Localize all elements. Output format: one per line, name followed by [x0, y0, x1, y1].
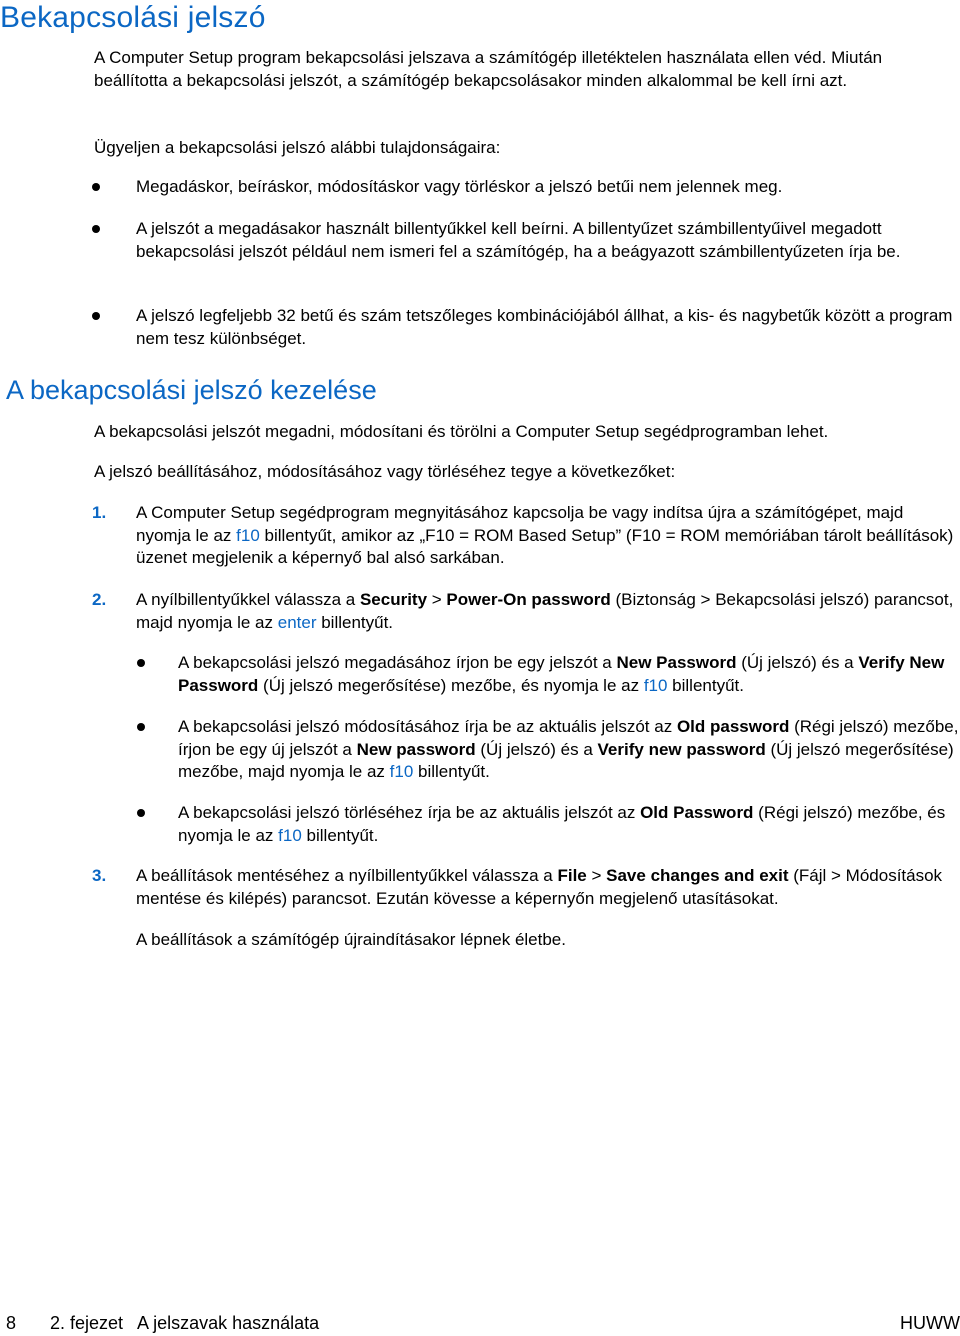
step-note: A beállítások a számítógép újraindításakor lépnek életbe.	[136, 930, 566, 949]
field-name: Verify New Password	[178, 653, 945, 695]
field-name: Verify new password	[597, 739, 766, 759]
bullet-dot	[92, 225, 100, 233]
bullet-item: A jelszó legfeljebb 32 betű és szám tetszőleges kombinációjából állhat, a kis- és nagybetűk között a program nem tesz különbséget.	[136, 306, 953, 348]
text-part: billentyűt.	[413, 762, 490, 781]
step-number: 1.	[92, 503, 107, 522]
text-part: (Új jelszó megerősítése) mezőbe, majd nyomja le az	[178, 739, 954, 781]
step-text-part: >	[427, 590, 447, 609]
text-part: A bekapcsolási jelszó módosításához írja be az aktuális jelszót az	[178, 717, 677, 736]
key-name: f10	[389, 762, 414, 781]
text-part: A bekapcsolási jelszó megadásához írjon be egy jelszót a	[178, 653, 617, 672]
menu-name: Save changes and exit	[606, 866, 789, 885]
bullet-dot	[92, 183, 100, 191]
sub-bullet-item	[178, 716, 960, 784]
sub-bullet-item	[178, 652, 960, 697]
key-name: f10	[278, 825, 302, 845]
text-part: (Régi jelszó) mezőbe, írjon be egy új jelszót a	[178, 717, 959, 759]
step-text-part: A Computer Setup segédprogram megnyitásához kapcsolja be vagy indítsa újra a számítógépet, majd nyomja le az	[136, 503, 904, 545]
field-name: Old Password	[640, 803, 754, 822]
brand-label: HUWW	[900, 1313, 960, 1333]
step-number: 2.	[92, 590, 107, 609]
sub-bullet-dot	[137, 723, 145, 731]
step-text-part: (Fájl > Módosítások mentése és kilépés) parancsot. Ezután kövesse a képernyőn megjelenő utasításokat.	[136, 866, 943, 908]
menu-name: Power-On password	[446, 590, 611, 609]
subsection-title: A bekapcsolási jelszó kezelése	[6, 375, 377, 405]
step-text	[136, 589, 960, 634]
step-text-part: A beállítások mentéséhez a nyílbillentyűkkel válassza a	[136, 866, 558, 885]
intro-paragraph: A Computer Setup program bekapcsolási jelszava a számítógép illetéktelen használata ellen véd. Miután beállította a bekapcsolási jelszót, a számítógép bekapcsolásakor minden alkalommal be kell írni azt.	[94, 48, 883, 90]
menu-name: Security	[359, 590, 428, 609]
bullet-item: A jelszót a megadásakor használt billentyűkkel kell beírni. A billentyűzet számbillentyűivel megadott bekapcsolási jelszót például nem ismeri fel a számítógép, ha a beágyazott számbillentyűzeten írja be.	[136, 219, 901, 261]
section-title: Bekapcsolási jelszó	[0, 1, 266, 34]
text-part: (Új jelszó) és a	[475, 739, 598, 759]
sub-bullet-dot	[137, 659, 145, 667]
bullet-dot	[92, 312, 100, 320]
step-text-part: billentyűt.	[316, 612, 394, 632]
sub-bullet-item	[178, 802, 960, 847]
text-part: (Régi jelszó) mezőbe, és nyomja le az	[178, 803, 946, 845]
step-text	[136, 865, 960, 910]
step-text-part: billentyűt, amikor az „F10 = ROM Based Setup” (F10 = ROM memóriában tárolt beállítások) üzenet megjelenik a képernyő bal alsó sarkában.	[136, 525, 954, 567]
key-name: f10	[236, 525, 260, 545]
chapter-label: 2. fejezet A jelszavak használata	[50, 1313, 320, 1333]
step-text-part: (Biztonság > Bekapcsolási jelszó) parancsot, majd nyomja le az	[136, 590, 954, 632]
sub-bullet-dot	[137, 809, 145, 817]
menu-name: File	[557, 866, 587, 885]
step-text	[136, 502, 960, 570]
notice-paragraph: Ügyeljen a bekapcsolási jelszó alábbi tulajdonságaira:	[94, 138, 501, 157]
text-part: (Új jelszó megerősítése) mezőbe, és nyomja le az	[258, 675, 644, 695]
text-part: A bekapcsolási jelszó törléséhez írja be az aktuális jelszót az	[178, 803, 641, 822]
bullet-item: Megadáskor, beíráskor, módosításkor vagy törléskor a jelszó betűi nem jelennek meg.	[136, 177, 783, 196]
page-number: 8	[6, 1313, 17, 1333]
text-part: billentyűt.	[667, 675, 744, 695]
text-part: billentyűt.	[301, 825, 379, 845]
page-footer	[0, 1311, 960, 1336]
body-paragraph: A bekapcsolási jelszót megadni, módosítani és törölni a Computer Setup segédprogramban lehet.	[94, 422, 829, 441]
field-name: New Password	[616, 653, 737, 672]
step-text-part: >	[586, 866, 607, 885]
key-name: f10	[643, 675, 668, 695]
field-name: New password	[356, 739, 476, 759]
body-paragraph: A jelszó beállításához, módosításához vagy törléséhez tegye a következőket:	[94, 462, 676, 481]
key-name: enter	[277, 612, 317, 632]
step-number: 3.	[92, 866, 107, 885]
field-name: Old password	[676, 717, 790, 736]
text-part: (Új jelszó) és a	[736, 653, 859, 672]
step-text-part: A nyílbillentyűkkel válassza a	[136, 590, 360, 609]
